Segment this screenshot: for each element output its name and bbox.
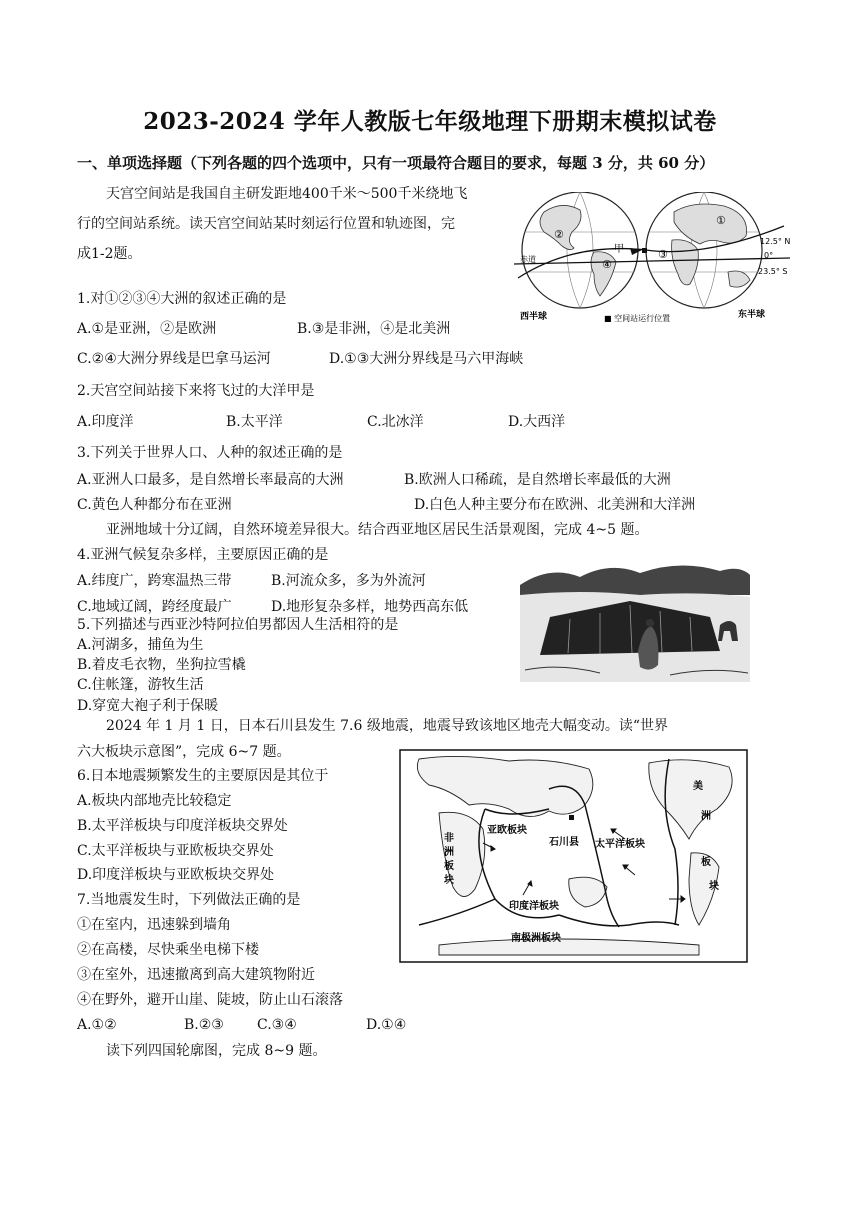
option: D.白色人种主要分布在欧洲、北美洲和大洋洲 (414, 497, 696, 513)
question-stem: 7.当地震发生时，下列做法正确的是 (77, 892, 301, 908)
option: A.纬度广，跨寒温热三带 (77, 573, 232, 589)
passage-line: 2024 年 1 月 1 日，日本石川县发生 7.6 级地震，地震导致该地区地壳大幅变动。读“世界 (106, 718, 669, 734)
passage-line: 成1-2题。 (77, 246, 142, 262)
statement: ①在室内，迅速躲到墙角 (77, 917, 231, 933)
page-title: 2023-2024 学年人教版七年级地理下册期末模拟试卷 (143, 108, 717, 135)
section-heading: 一、单项选择题（下列各题的四个选项中，只有一项最符合题目的要求，每题 3 分，共 60 分） (77, 154, 715, 172)
option: D.地形复杂多样，地势西高东低 (271, 599, 469, 615)
oceania-shape (728, 271, 750, 287)
option: C.住帐篷，游牧生活 (77, 677, 204, 693)
question-stem: 4.亚洲气候复杂多样，主要原因正确的是 (77, 547, 329, 563)
question-stem: 3.下列关于世界人口、人种的叙述正确的是 (77, 445, 343, 461)
option: D.穿宽大袍子利于保暖 (77, 698, 219, 714)
hemisphere-label: 西半球 (520, 312, 548, 322)
continent-label: ② (554, 228, 564, 241)
option: C.②④大洲分界线是巴拿马运河 (77, 351, 271, 367)
statement: ②在高楼，尽快乘坐电梯下楼 (77, 942, 259, 958)
equator-label: 赤道 (520, 255, 536, 264)
option: A.印度洋 (77, 414, 134, 430)
option: D.大西洋 (508, 414, 566, 430)
ishikawa-marker (569, 815, 574, 820)
option: D.①③大洲分界线是马六甲海峡 (329, 351, 524, 367)
plate-label-char: 美 (693, 781, 703, 792)
passage-line: 行的空间站系统。读天宫空间站某时刻运行位置和轨迹图，完 (77, 216, 455, 232)
option: A.亚洲人口最多，是自然增长率最高的大洲 (77, 472, 344, 488)
continent-label: ④ (602, 258, 612, 271)
statement: ④在野外，避开山崖、陡坡，防止山石滚落 (77, 992, 343, 1008)
legend-label: ■ 空间站运行位置 (604, 314, 671, 323)
eurasia-shape (674, 204, 747, 244)
option: A.①是亚洲，②是欧洲 (77, 321, 217, 337)
plate-label-char: 洲 (701, 811, 711, 822)
plate-label: 太平洋板块 (595, 839, 645, 850)
plate-label: 南极洲板块 (511, 933, 561, 944)
continent-label: ① (716, 214, 726, 227)
option: B.③是非洲，④是北美洲 (297, 321, 451, 337)
world-plates-map (399, 749, 748, 963)
question-stem: 1.对①②③④大洲的叙述正确的是 (77, 291, 287, 307)
option: B.欧洲人口稀疏，是自然增长率最低的大洲 (404, 472, 671, 488)
station-position-marker (642, 248, 647, 253)
option: A.河湖多，捕鱼为生 (77, 637, 204, 653)
option: B.②③ (184, 1017, 224, 1033)
option: C.黄色人种都分布在亚洲 (77, 497, 232, 513)
plate-label-char: 块 (444, 875, 454, 886)
passage-line: 天宫空间站是我国自主研发距地400千米～500千米绕地飞 (106, 186, 468, 202)
option: B.太平洋板块与印度洋板块交界处 (77, 818, 288, 834)
option: A.板块内部地壳比较稳定 (77, 793, 232, 809)
option: C.地域辽阔，跨经度最广 (77, 599, 232, 615)
plate-label-char: 板 (444, 861, 454, 872)
question-stem: 5.下列描述与西亚沙特阿拉伯男都因人生活相符的是 (77, 617, 399, 633)
statement: ③在室外，迅速撤离到高大建筑物附近 (77, 967, 315, 983)
option: B.着皮毛衣物，坐狗拉雪橇 (77, 657, 246, 673)
hemisphere-label: 东半球 (738, 310, 766, 320)
passage-line: 亚洲地域十分辽阔，自然环境差异很大。结合西亚地区居民生活景观图，完成 4~5 题。 (106, 522, 649, 538)
plate-label: 亚欧板块 (487, 825, 527, 836)
ocean-label: 甲 (614, 244, 624, 255)
question-stem: 6.日本地震频繁发生的主要原因是其位于 (77, 768, 329, 784)
passage-line: 六大板块示意图”，完成 6~7 题。 (77, 744, 291, 760)
option: C.北冰洋 (367, 414, 424, 430)
latitude-label: 23.5° S (758, 267, 788, 276)
passage-line: 读下列四国轮廓图，完成 8~9 题。 (106, 1043, 327, 1059)
plate-label-char: 洲 (444, 847, 454, 858)
plate-label-char: 板 (701, 857, 711, 868)
place-label: 石川县 (549, 837, 579, 848)
hemispheres-orbit-figure (514, 192, 790, 324)
plate-label-char: 块 (709, 881, 719, 892)
option: B.河流众多，多为外流河 (271, 573, 426, 589)
latitude-label: 0° (764, 251, 774, 260)
option: D.①④ (366, 1017, 407, 1033)
option: C.太平洋板块与亚欧板块交界处 (77, 843, 274, 859)
continent-label: ③ (658, 248, 668, 261)
option: A.①② (77, 1017, 117, 1033)
option: B.太平洋 (226, 414, 283, 430)
question-stem: 2.天宫空间站接下来将飞过的大洋甲是 (77, 383, 315, 399)
latitude-label: 12.5° N (760, 237, 790, 246)
west-asia-tent-scene (520, 555, 750, 682)
plate-label: 印度洋板块 (509, 901, 559, 912)
option: C.③④ (257, 1017, 297, 1033)
option: D.印度洋板块与亚欧板块交界处 (77, 867, 275, 883)
plate-label-char: 非 (444, 833, 454, 844)
